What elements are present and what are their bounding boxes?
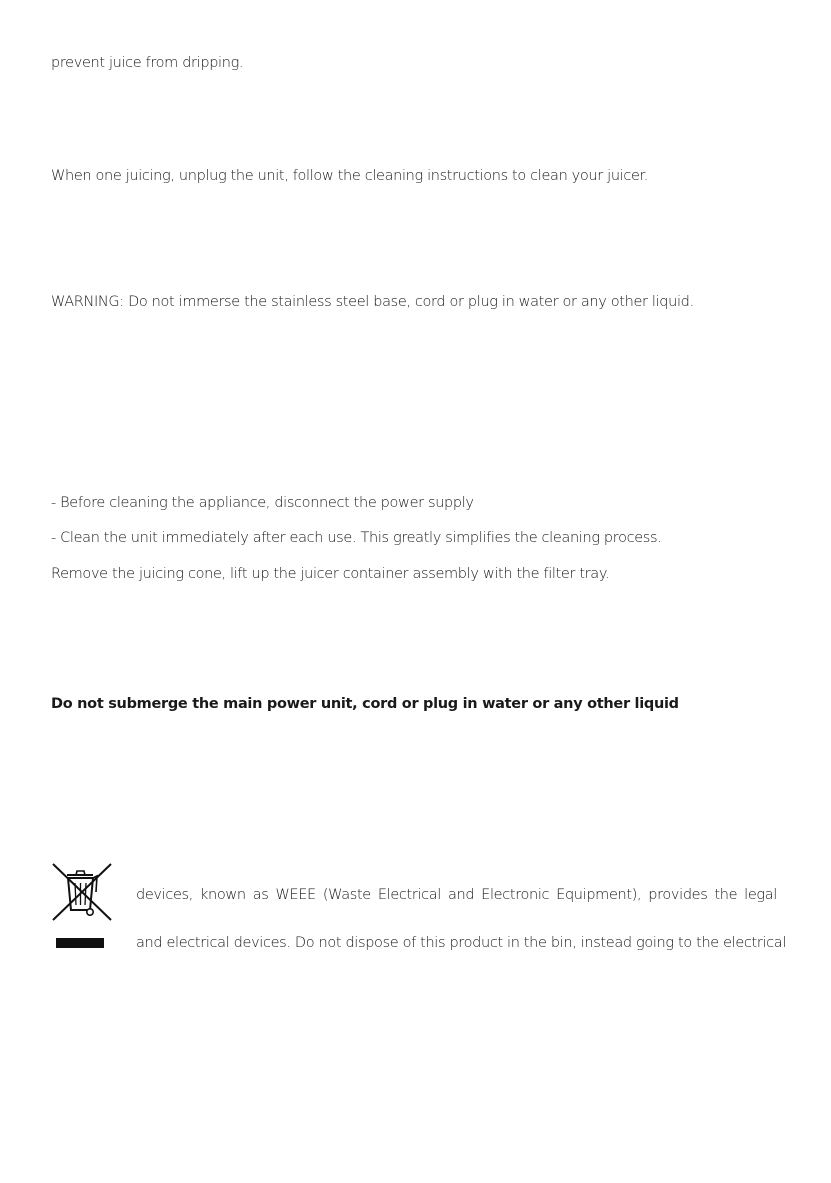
text-warning-immerse: WARNING: Do not immerse the stainless steel base, cord or plug in water or any other liquid. (51, 294, 694, 310)
text-remove-cone: Remove the juicing cone, lift up the juicer container assembly with the filter tray. (51, 566, 610, 582)
text-weee-line-1: devices, known as WEEE (Waste Electrical and Electronic Equipment), provides the legal (136, 887, 777, 903)
crossed-out-wheelie-bin-icon (51, 862, 113, 952)
text-weee-line-2: and electrical devices. Do not dispose of this product in the bin, instead going to the electrical (136, 935, 787, 951)
text-prevent-dripping: prevent juice from dripping. (51, 55, 244, 71)
text-bullet-clean-immediately: - Clean the unit immediately after each use. This greatly simplifies the cleaning process. (51, 530, 662, 546)
text-after-juicing: When one juicing, unplug the unit, follow the cleaning instructions to clean your juicer. (51, 168, 649, 184)
text-bullet-disconnect-power: - Before cleaning the appliance, disconnect the power supply (51, 495, 474, 511)
text-do-not-submerge: Do not submerge the main power unit, cord or plug in water or any other liquid (51, 696, 679, 712)
